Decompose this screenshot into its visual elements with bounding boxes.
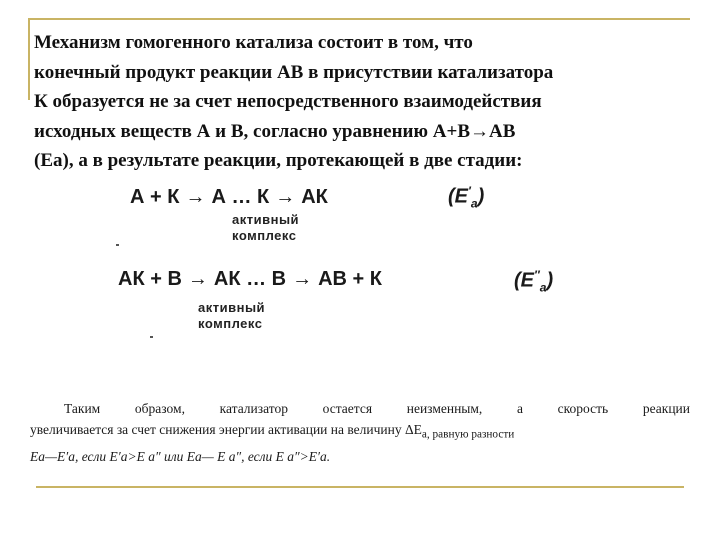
- intro-line: конечный продукт реакции АВ в присутствии катализатора: [34, 61, 554, 83]
- bottom-decorative-rule: [36, 486, 684, 488]
- intro-line: К образуется не за счет непосредственного взаимодействия: [34, 91, 542, 112]
- reaction-arrow: →: [187, 268, 208, 290]
- reaction-arrow: →: [275, 186, 296, 208]
- conclusion-line: увеличивается за счет снижения энергии активации на величину $\Delta E_{а, равную разности}$: [30, 422, 515, 441]
- conclusion-paragraph: [30, 398, 690, 467]
- activated-complex: А … К: [211, 186, 270, 208]
- reactants: АК + В: [118, 268, 182, 290]
- reaction-step-2: [118, 268, 382, 291]
- reaction-arrow: →: [185, 186, 206, 208]
- left-decorative-rule: [28, 18, 30, 100]
- products: АК: [301, 186, 328, 208]
- intro-line: исходных веществ А и В, согласно уравнению А+В→АВ: [34, 120, 516, 142]
- scan-artifact: [150, 336, 153, 338]
- intro-paragraph: [34, 28, 694, 176]
- reaction-step-1: [130, 186, 328, 209]
- top-decorative-rule: [28, 18, 690, 20]
- reaction-arrow: →: [292, 268, 313, 290]
- activation-energy-1: $(E'_a)$: [448, 184, 485, 211]
- intro-line: (Еа), а в результате реакции, протекающей в две стадии:: [34, 150, 523, 171]
- activated-complex-label: активный комплекс: [232, 212, 300, 243]
- activation-energy-2: $(E''_a)$: [514, 268, 554, 295]
- activated-complex-label: активный комплекс: [198, 300, 266, 331]
- intro-line: Механизм гомогенного катализа состоит в том, что: [34, 32, 473, 53]
- products: АВ + К: [318, 268, 382, 290]
- conclusion-line: Eа—E′а, если E′а>E а″ или Eа— E а″, если E а″>E′а.: [30, 448, 331, 464]
- conclusion-line: Таким образом, катализатор остается неизменным, а скорость реакции: [64, 401, 690, 416]
- activated-complex: АК … В: [213, 268, 287, 290]
- scan-artifact: [116, 244, 119, 246]
- reactants: А + К: [130, 186, 180, 208]
